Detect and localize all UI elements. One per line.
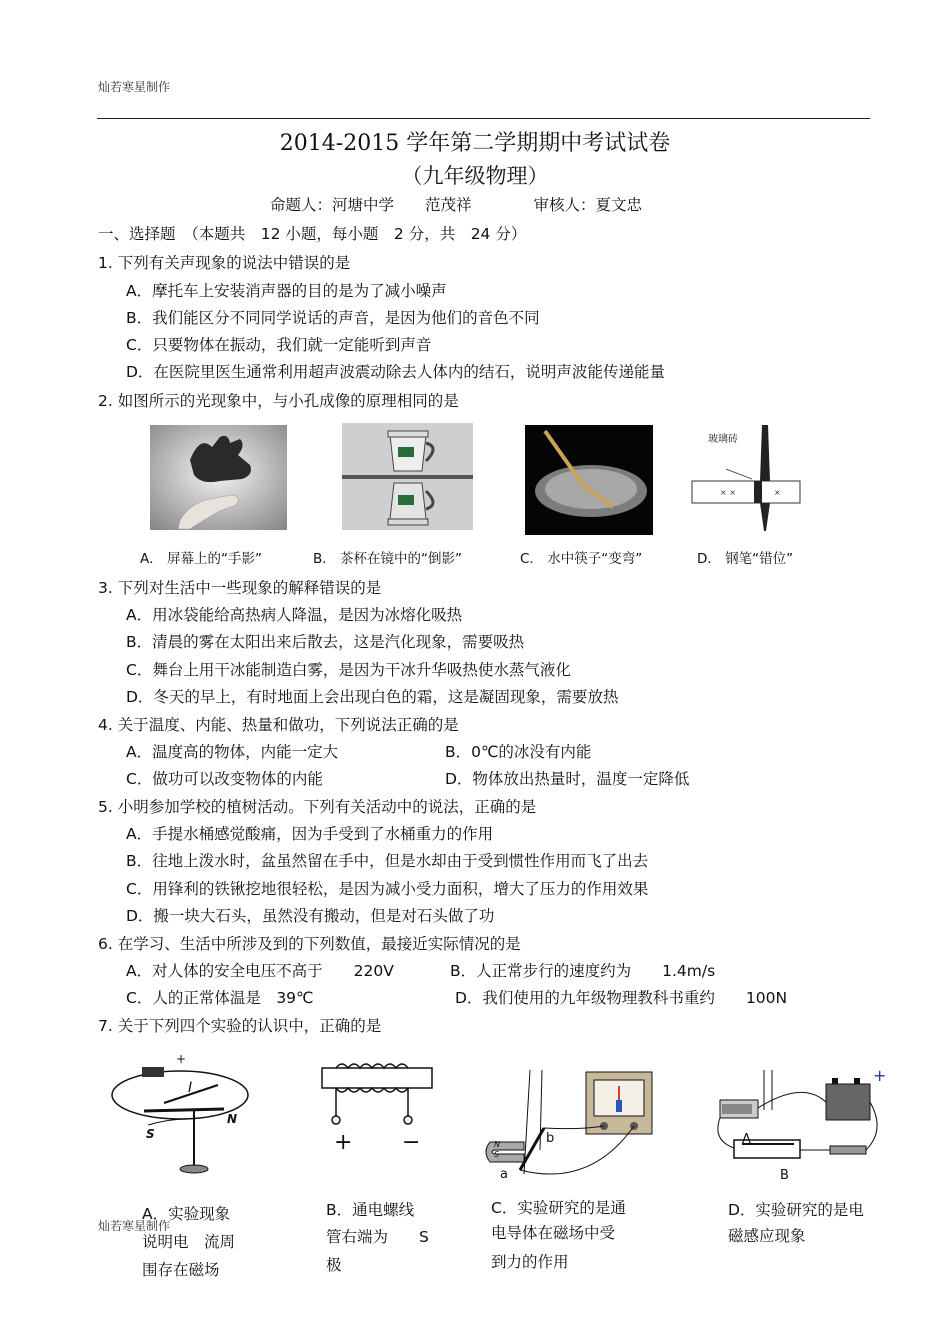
svg-text:×: × xyxy=(774,488,781,497)
wire-end-a-label: a xyxy=(500,1167,508,1182)
q7-option-a-line3: 围存在磁场 xyxy=(142,1261,220,1279)
electromagnetic-apparatus-figure xyxy=(712,1070,888,1175)
q7-option-b-line2: 管右端为 S xyxy=(326,1228,429,1246)
q1-option-d: D．在医院里医生通常利用超声波震动除去人体内的结石，说明声波能传递能量 xyxy=(126,363,665,381)
q7-option-c-line3: 到力的作用 xyxy=(491,1253,569,1271)
q3-option-c: C．舞台上用干冰能制造白雾，是因为干冰升华吸热使水蒸气液化 xyxy=(126,661,571,679)
q7-option-b-line3: 极 xyxy=(326,1256,342,1274)
current-label: I xyxy=(188,1080,193,1096)
plus-terminal-label: + xyxy=(334,1130,353,1155)
glass-brick-label: 玻璃砖 xyxy=(708,434,738,445)
q2-option-c: C． 水中筷子“变弯” xyxy=(520,551,643,567)
q7-option-b-line1: B．通电螺线 xyxy=(326,1201,415,1219)
exam-subtitle: （九年级物理） xyxy=(401,164,549,188)
q7-option-d-line2: 磁感应现象 xyxy=(728,1227,806,1245)
hand-shadow-photo xyxy=(150,425,287,530)
q7-option-a-line2: 说明电 流周 xyxy=(142,1233,236,1251)
q2-option-a: A． 屏幕上的“手影” xyxy=(140,551,263,567)
q4-option-a: A．温度高的物体，内能一定大 xyxy=(126,743,339,761)
q7-option-c-line1: C．实验研究的是通 xyxy=(491,1199,626,1217)
q4-stem: 4. 关于温度、内能、热量和做功，下列说法正确的是 xyxy=(98,716,459,734)
q5-option-b: B．往地上泼水时，盆虽然留在手中，但是水却由于受到惯性作用而飞了出去 xyxy=(126,852,649,870)
chopstick-water-photo xyxy=(525,425,653,535)
q4-option-d: D．物体放出热量时，温度一定降低 xyxy=(445,770,690,788)
exam-title: 2014-2015 学年第二学期期中考试试卷 xyxy=(279,131,671,156)
q3-option-b: B．清晨的雾在太阳出来后散去，这是汽化现象，需要吸热 xyxy=(126,633,525,651)
q1-option-b: B．我们能区分不同同学说话的声音，是因为他们的音色不同 xyxy=(126,309,540,327)
q5-option-c: C．用锋利的铁锹挖地很轻松，是因为减小受力面积，增大了压力的作用效果 xyxy=(126,880,649,898)
q1-option-a: A．摩托车上安装消声器的目的是为了减小噪声 xyxy=(126,282,447,300)
q7-option-a-line1: A．实验现象 xyxy=(142,1205,231,1223)
section-heading: 一、选择题 （本题共 12 小题，每小题 2 分，共 24 分） xyxy=(98,225,527,243)
footer-watermark: 灿若寒星制作 xyxy=(98,1219,171,1233)
q2-stem: 2. 如图所示的光现象中，与小孔成像的原理相同的是 xyxy=(98,392,459,410)
q6-option-c: C．人的正常体温是 39℃ xyxy=(126,989,314,1007)
q4-option-c: C．做功可以改变物体的内能 xyxy=(126,770,323,788)
q5-option-a: A．手提水桶感觉酸痛，因为手受到了水桶重力的作用 xyxy=(126,825,494,843)
needle-south-label: S xyxy=(146,1127,155,1141)
q1-option-c: C．只要物体在振动，我们就一定能听到声音 xyxy=(126,336,432,354)
minus-terminal-label: − xyxy=(402,1130,421,1155)
q6-option-b: B．人正常步行的速度约为 1.4m/s xyxy=(450,962,716,980)
q7-stem: 7. 关于下列四个实验的认识中，正确的是 xyxy=(98,1017,382,1035)
q2-option-b: B． 茶杯在镜中的“倒影” xyxy=(313,551,463,567)
q6-option-d: D．我们使用的九年级物理教科书重约 100N xyxy=(455,989,788,1007)
magnet-north-label: N xyxy=(494,1140,500,1149)
q6-option-a: A．对人体的安全电压不高于 220V xyxy=(126,962,394,980)
cup-reflection-photo xyxy=(342,423,473,530)
q6-stem: 6. 在学习、生活中所涉及到的下列数值，最接近实际情况的是 xyxy=(98,935,521,953)
q5-stem: 5. 小明参加学校的植树活动。下列有关活动中的说法，正确的是 xyxy=(98,798,537,816)
point-b-label: B xyxy=(780,1168,789,1183)
q3-option-a: A．用冰袋能给高热病人降温，是因为冰熔化吸热 xyxy=(126,606,463,624)
q5-option-d: D．搬一块大石头，虽然没有搬动，但是对石头做了功 xyxy=(126,907,495,925)
svg-text:× ×: × × xyxy=(720,488,736,497)
pen-glass-diagram xyxy=(690,425,802,535)
q7-option-d-line1: D．实验研究的是电 xyxy=(728,1201,864,1219)
q3-stem: 3. 下列对生活中一些现象的解释错误的是 xyxy=(98,579,382,597)
header-rule xyxy=(97,118,870,119)
battery-plus-label-d: + xyxy=(873,1066,887,1085)
wire-end-b-label: b xyxy=(546,1131,555,1146)
exam-authors: 命题人：河塘中学 范茂祥 审核人：夏文忠 xyxy=(270,196,643,214)
needle-north-label: N xyxy=(227,1112,238,1126)
q4-option-b: B．0℃的冰没有内能 xyxy=(445,743,592,761)
magnet-south-label: S xyxy=(494,1150,500,1159)
q1-stem: 1. 下列有关声现象的说法中错误的是 xyxy=(98,254,351,272)
battery-plus-label-a: + xyxy=(176,1052,187,1066)
q7-option-c-line2: 电导体在磁场中受 xyxy=(491,1224,616,1242)
header-watermark: 灿若寒星制作 xyxy=(98,80,171,94)
q3-option-d: D．冬天的早上，有时地面上会出现白色的霜，这是凝固现象，需要放热 xyxy=(126,688,619,706)
point-a-label: A xyxy=(742,1132,751,1147)
q2-option-d: D． 钢笔“错位” xyxy=(697,551,794,567)
